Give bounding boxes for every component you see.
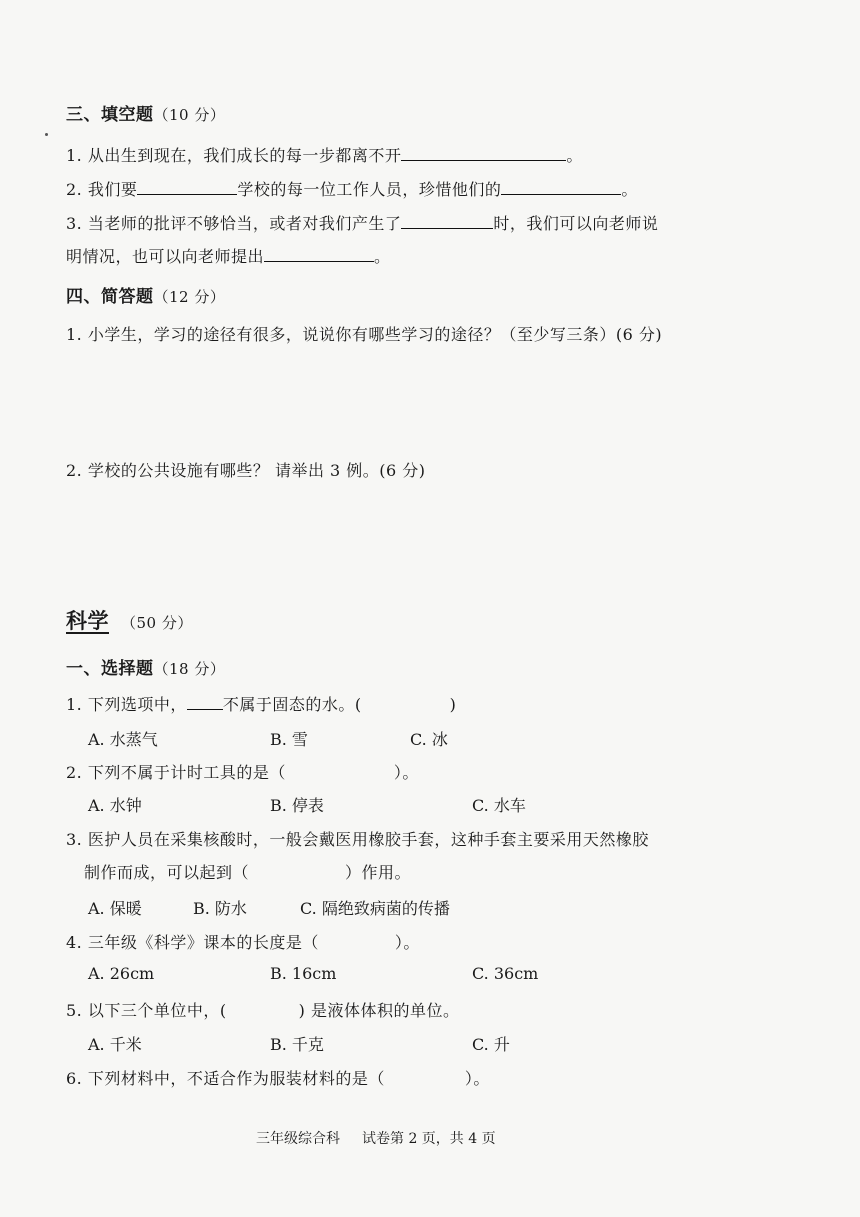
- option-a[interactable]: A. 26cm: [88, 964, 155, 983]
- option-a[interactable]: A. 水钟: [88, 796, 142, 815]
- question-text: 2. 下列不属于计时工具的是（: [66, 763, 286, 782]
- footer-subject: 三年级综合科: [256, 1131, 340, 1147]
- answer-blank[interactable]: [401, 146, 566, 161]
- answer-blank[interactable]: [501, 180, 621, 195]
- question-text: ）。: [464, 1069, 490, 1088]
- section3-heading-line: [66, 100, 225, 125]
- fill-question-1-text: 1. 从出生到现在，我们成长的每一步都离不开: [66, 146, 402, 165]
- footer-page-number: 试卷第 2 页，共 4 页: [362, 1131, 496, 1147]
- fill-question-2-a: 2. 我们要: [66, 180, 138, 199]
- option-b[interactable]: B. 防水: [193, 899, 247, 918]
- fill-question-3-b: 时，我们可以向老师说: [493, 214, 659, 233]
- question-text: 1. 下列选项中，: [66, 695, 187, 714]
- option-b[interactable]: B. 停表: [270, 796, 324, 815]
- choice-question-4: [66, 930, 420, 953]
- section3-heading: 三、填空题: [66, 105, 154, 125]
- answer-blank[interactable]: [401, 214, 493, 229]
- choice-question-6: [66, 1066, 490, 1089]
- fill-question-1: [66, 143, 583, 166]
- fill-question-3-a: 3. 当老师的批评不够恰当，或者对我们产生了: [66, 214, 402, 233]
- fill-question-2-b: 学校的每一位工作人员，珍惜他们的: [237, 180, 502, 199]
- science-points: （50 分）: [121, 614, 193, 632]
- section4-heading: 四、简答题: [66, 287, 154, 307]
- section4-heading-line: [66, 282, 225, 307]
- question-text: 6. 下列材料中，不适合作为服装材料的是（: [66, 1069, 385, 1088]
- option-b[interactable]: B. 16cm: [270, 964, 337, 983]
- choice-question-2: [66, 760, 419, 783]
- question-text: 不属于固态的水。(: [222, 695, 362, 714]
- section4-points: （12 分）: [153, 288, 226, 306]
- question-text: 4. 三年级《科学》课本的长度是（: [66, 933, 319, 952]
- question-text: ）。: [393, 763, 419, 782]
- option-a[interactable]: A. 水蒸气: [88, 730, 158, 749]
- science-title-line: [66, 605, 193, 635]
- option-b[interactable]: B. 雪: [270, 730, 308, 749]
- question-text: ）。: [394, 933, 420, 952]
- short-answer-2: 2. 学校的公共设施有哪些？ 请举出 3 例。(6 分): [66, 461, 426, 480]
- choice-question-3-cont: [84, 860, 411, 883]
- fill-question-3-end: 。: [374, 247, 391, 266]
- fill-question-2: [66, 177, 638, 200]
- fill-question-3-cont: [66, 244, 391, 267]
- option-a[interactable]: A. 保暖: [88, 899, 142, 918]
- speck: [45, 133, 48, 136]
- option-c[interactable]: C. 水车: [472, 796, 526, 815]
- option-c[interactable]: C. 冰: [410, 730, 448, 749]
- science-section1-heading-line: [66, 654, 225, 679]
- option-c[interactable]: C. 隔绝致病菌的传播: [300, 899, 450, 918]
- answer-blank[interactable]: [264, 247, 374, 262]
- science-section1-points: （18 分）: [153, 660, 226, 678]
- fill-question-1-end: 。: [566, 146, 583, 165]
- answer-blank[interactable]: [187, 695, 223, 710]
- choice-question-3: 3. 医护人员在采集核酸时，一般会戴医用橡胶手套，这种手套主要采用天然橡胶: [66, 830, 649, 849]
- option-c[interactable]: C. 升: [472, 1035, 510, 1054]
- option-a[interactable]: A. 千米: [88, 1035, 142, 1054]
- section3-points: （10 分）: [153, 106, 226, 124]
- short-answer-1: 1. 小学生，学习的途径有很多，说说你有哪些学习的途径？（至少写三条）(6 分): [66, 325, 663, 344]
- answer-blank[interactable]: [137, 180, 237, 195]
- question-text: 5. 以下三个单位中，(: [66, 1001, 227, 1020]
- choice-question-1: [66, 692, 456, 715]
- fill-question-3-c: 明情况，也可以向老师提出: [66, 247, 265, 266]
- question-text: ): [449, 695, 457, 714]
- choice-question-5: [66, 998, 459, 1021]
- question-text: ）作用。: [345, 863, 412, 882]
- fill-question-2-end: 。: [621, 180, 638, 199]
- option-b[interactable]: B. 千克: [270, 1035, 324, 1054]
- fill-question-3: [66, 211, 658, 234]
- option-c[interactable]: C. 36cm: [472, 964, 539, 983]
- question-text: 制作而成，可以起到（: [84, 863, 250, 882]
- page-footer: [256, 1128, 496, 1148]
- science-title: 科学: [66, 608, 109, 633]
- question-text: ) 是液体体积的单位。: [298, 1001, 460, 1020]
- science-section1-heading: 一、选择题: [66, 659, 154, 679]
